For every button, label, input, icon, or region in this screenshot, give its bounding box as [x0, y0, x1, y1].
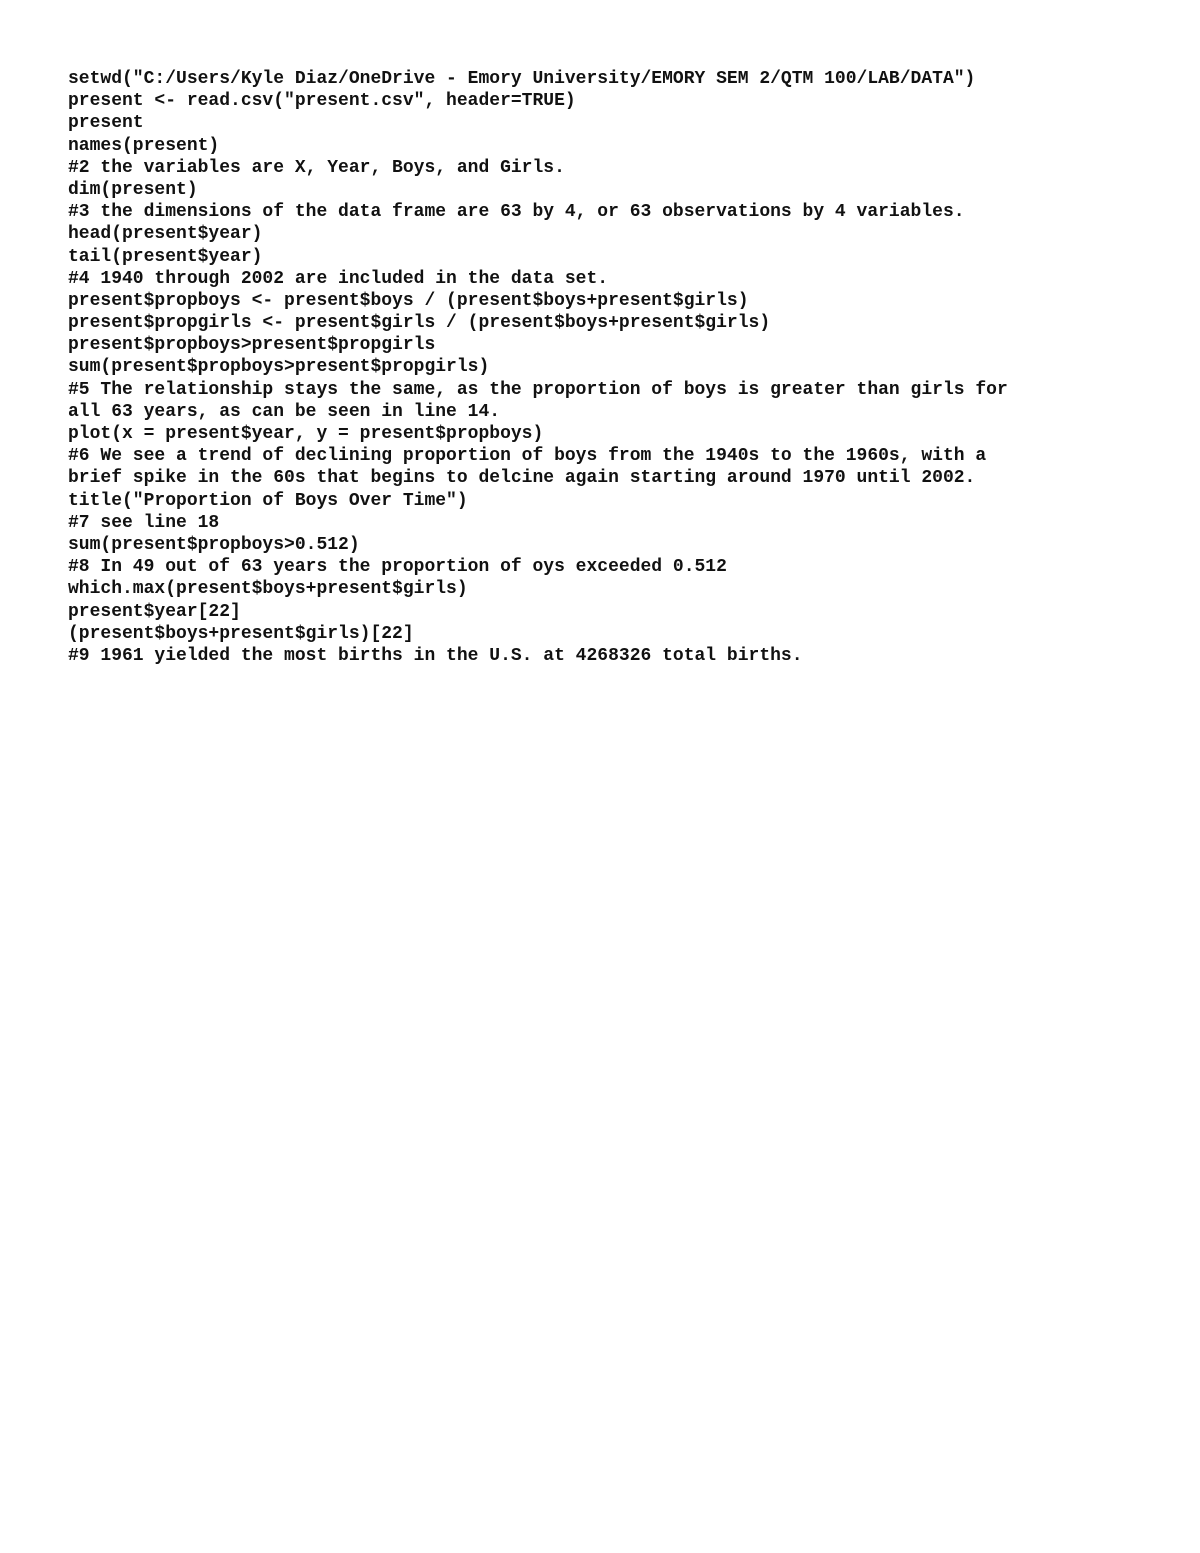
code-line-8: head(present$year) — [68, 224, 263, 245]
code-line-11: present$propboys <- present$boys / (present$boys+present$girls) — [68, 290, 749, 311]
code-line-17: plot(x = present$year, y = present$propboys) — [68, 424, 544, 444]
comment-line-19: brief spike in the 60s that begins to delcine again starting around 1970 until 2002. — [68, 468, 976, 489]
code-line-9: tail(present$year) — [68, 246, 263, 267]
code-line-3: present — [68, 113, 144, 134]
code-line-1: setwd("C:/Users/Kyle Diaz/OneDrive - Emory University/EMORY SEM 2/QTM 100/LAB/DATA") — [68, 69, 976, 89]
code-line-20: title("Proportion of Boys Over Time") — [68, 490, 468, 511]
code-line-2: present <- read.csv("present.csv", header=TRUE) — [68, 91, 576, 112]
code-line-24: which.max(present$boys+present$girls) — [68, 579, 468, 600]
r-script-text — [68, 68, 1178, 667]
code-line-25: present$year[22] — [68, 601, 241, 622]
code-line-22: sum(present$propboys>0.512) — [68, 534, 360, 555]
comment-line-16: all 63 years, as can be seen in line 14. — [68, 401, 501, 422]
comment-line-7: #3 the dimensions of the data frame are 63 by 4, or 63 observations by 4 variables. — [68, 202, 965, 223]
comment-line-10: #4 1940 through 2002 are included in the data set. — [68, 268, 609, 289]
comment-line-15: #5 The relationship stays the same, as the proportion of boys is greater than girls for — [68, 379, 1008, 400]
code-line-13: present$propboys>present$propgirls — [68, 335, 436, 356]
code-line-6: dim(present) — [68, 179, 198, 200]
comment-line-27: #9 1961 yielded the most births in the U.S. at 4268326 total births. — [68, 645, 803, 666]
code-line-12: present$propgirls <- present$girls / (present$boys+present$girls) — [68, 313, 771, 334]
comment-line-5: #2 the variables are X, Year, Boys, and Girls. — [68, 157, 565, 178]
comment-line-18: #6 We see a trend of declining proportion of boys from the 1940s to the 1960s, with a — [68, 446, 987, 467]
comment-line-21: #7 see line 18 — [68, 512, 220, 533]
code-line-4: names(present) — [68, 135, 220, 156]
code-line-26: (present$boys+present$girls)[22] — [68, 623, 414, 644]
code-line-14: sum(present$propboys>present$propgirls) — [68, 357, 490, 378]
comment-line-23: #8 In 49 out of 63 years the proportion of oys exceeded 0.512 — [68, 557, 727, 578]
